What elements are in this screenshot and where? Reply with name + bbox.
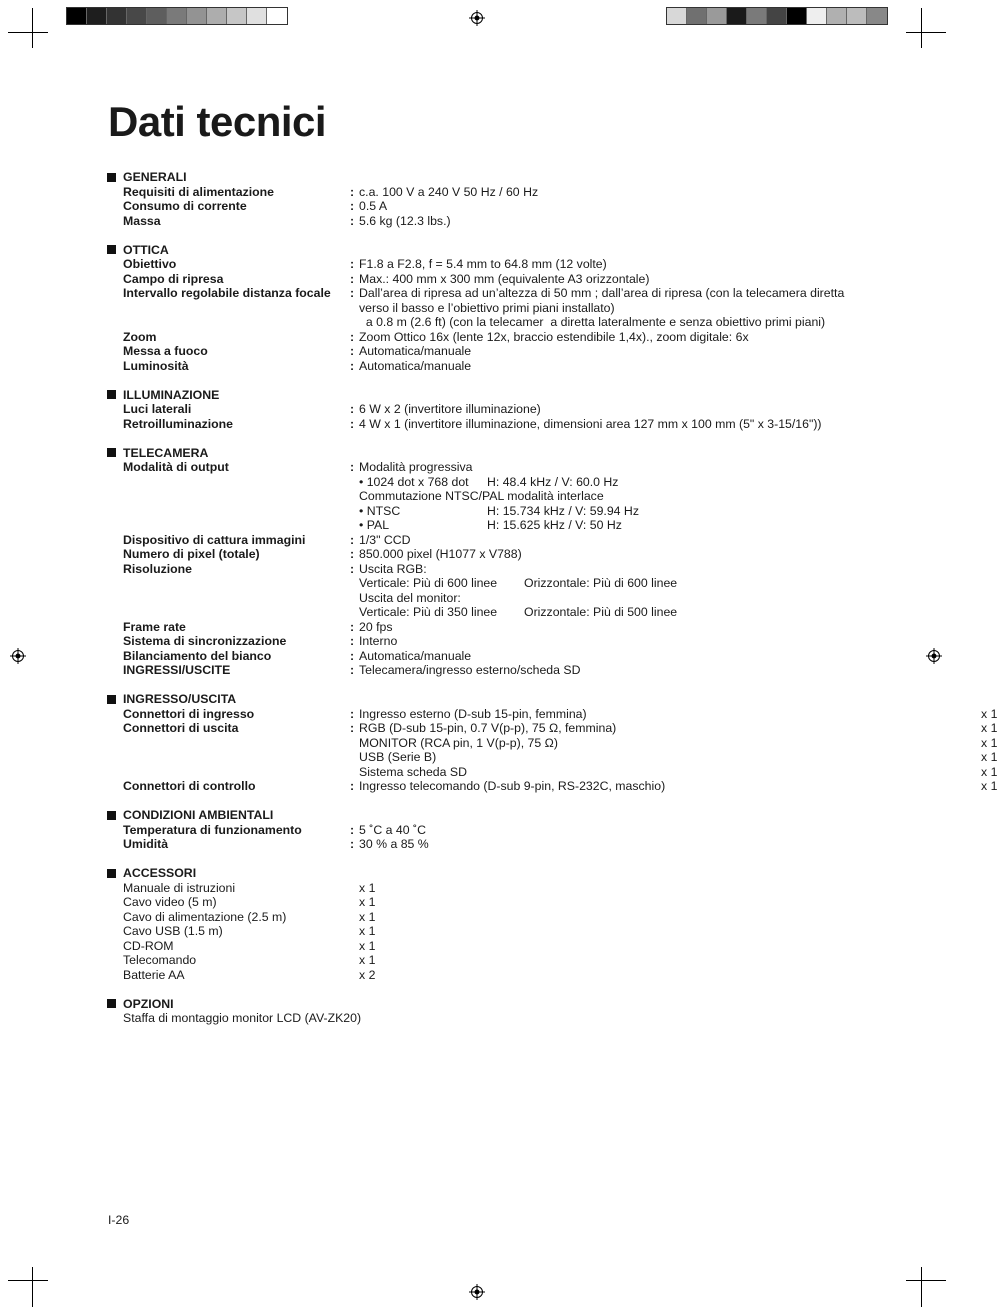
- section-accessori: [107, 866, 887, 982]
- section-heading: OTTICA: [107, 243, 887, 258]
- spec-row: Requisiti di alimentazione : c.a. 100 V a 240 V 50 Hz / 60 Hz: [123, 184, 539, 199]
- square-bullet-icon: [107, 811, 116, 820]
- section-opzioni: [107, 997, 887, 1026]
- crop-mark-tl-v: [32, 8, 33, 48]
- spec-row: Connettori di uscita : RGB (D-sub 15-pin, 0.7 V(p-p), 75 Ω, femmina) x 1 MONITOR (RCA pin, 1 V(p-p), 75 Ω) x 1 USB (Serie B) x 1 Sistema scheda SD x 1: [123, 721, 997, 779]
- registration-mark-top-icon: [469, 10, 485, 26]
- spec-row: Massa : 5.6 kg (12.3 lbs.): [123, 213, 451, 228]
- list-item: Manuale di istruzioni x 1: [123, 880, 376, 895]
- section-telecamera: [107, 446, 887, 678]
- square-bullet-icon: [107, 173, 116, 182]
- list-item: Cavo di alimentazione (2.5 m) x 1: [123, 909, 376, 924]
- square-bullet-icon: [107, 245, 116, 254]
- registration-mark-left-icon: [10, 648, 26, 664]
- list-item: Cavo USB (1.5 m) x 1: [123, 924, 376, 938]
- section-heading: CONDIZIONI AMBIENTALI: [107, 808, 887, 823]
- crop-mark-br-v: [921, 1267, 922, 1307]
- list-item: Staffa di montaggio monitor LCD (AV-ZK20): [123, 1011, 362, 1025]
- spec-row: Frame rate : 20 fps: [123, 619, 393, 634]
- square-bullet-icon: [107, 390, 116, 399]
- square-bullet-icon: [107, 869, 116, 878]
- section-heading: INGRESSO/USCITA: [107, 692, 887, 707]
- spec-row: Luci laterali : 6 W x 2 (invertitore illuminazione): [123, 402, 541, 416]
- spec-content: [107, 170, 997, 1040]
- grayscale-bar-left: [66, 7, 288, 25]
- spec-row: Dispositivo di cattura immagini : 1/3" CCD: [123, 532, 411, 547]
- crop-mark-tl-h: [8, 32, 48, 33]
- section-heading: ILLUMINAZIONE: [107, 388, 887, 403]
- section-condizioni-ambientali: [107, 808, 887, 852]
- spec-row: Sistema di sincronizzazione : Interno: [123, 634, 398, 648]
- grayscale-bar-right: [666, 7, 888, 25]
- list-item: Batterie AA x 2: [123, 967, 376, 982]
- registration-mark-right-icon: [926, 648, 942, 664]
- square-bullet-icon: [107, 695, 116, 704]
- spec-row: Risoluzione : Uscita RGB: Verticale: Più di 600 linee Orizzontale: Più di 600 linee Uscita del monitor: Verticale: Più di 350 linee Orizzontale: Più di 500 linee: [123, 561, 678, 619]
- spec-row: Temperatura di funzionamento : 5 ˚C a 40 ˚C: [123, 822, 426, 837]
- list-item: Telecomando x 1: [123, 953, 376, 967]
- spec-row: Connettori di controllo : Ingresso telecomando (D-sub 9-pin, RS-232C, maschio) x 1: [123, 779, 997, 793]
- spec-row: Luminosità : Automatica/manuale: [123, 358, 472, 373]
- spec-row: Numero di pixel (totale) : 850.000 pixel (H1077 x V788): [123, 547, 522, 561]
- list-item: CD-ROM x 1: [123, 938, 376, 953]
- section-illuminazione: [107, 388, 887, 432]
- section-heading: TELECAMERA: [107, 446, 887, 461]
- spec-row: Obiettivo : F1.8 a F2.8, f = 5.4 mm to 64.8 mm (12 volte): [123, 257, 607, 271]
- crop-mark-tr-h: [906, 32, 946, 33]
- list-item: Cavo video (5 m) x 1: [123, 895, 376, 909]
- crop-mark-bl-v: [32, 1267, 33, 1307]
- square-bullet-icon: [107, 448, 116, 457]
- page-number: I-26: [108, 1213, 130, 1227]
- section-ottica: [107, 243, 887, 374]
- spec-row: Messa a fuoco : Automatica/manuale: [123, 344, 472, 358]
- spec-row: Umidità : 30 % a 85 %: [123, 837, 429, 851]
- section-generali: [107, 170, 887, 228]
- spec-row: Bilanciamento del bianco : Automatica/manuale: [123, 648, 472, 663]
- spec-row: Modalità di output : Modalità progressiva • 1024 dot x 768 dot H: 48.4 kHz / V: 60.0 Hz Commutazione NTSC/PAL modalità interlace • NTSC H: 15.734 kHz / V: 59.94 Hz • PAL H: 15.625 kHz / V: 50 Hz: [123, 460, 639, 532]
- registration-mark-bottom-icon: [469, 1284, 485, 1300]
- spec-row: INGRESSI/USCITE : Telecamera/ingresso esterno/scheda SD: [123, 663, 581, 677]
- section-heading: ACCESSORI: [107, 866, 887, 881]
- section-heading: GENERALI: [107, 170, 887, 185]
- page-title: Dati tecnici: [108, 98, 327, 145]
- section-heading: OPZIONI: [107, 997, 887, 1012]
- crop-mark-tr-v: [921, 8, 922, 48]
- spec-row: Retroilluminazione : 4 W x 1 (invertitore illuminazione, dimensioni area 127 mm x 100 mm (5" x 3-15/16")): [123, 416, 822, 431]
- crop-mark-bl-h: [8, 1280, 48, 1281]
- crop-mark-br-h: [906, 1280, 946, 1281]
- spec-row: Campo di ripresa : Max.: 400 mm x 300 mm (equivalente A3 orizzontale): [123, 271, 650, 286]
- spec-row: Zoom : Zoom Ottico 16x (lente 12x, braccio estendibile 1,4x)., zoom digitale: 6x: [123, 329, 749, 344]
- spec-row: Intervallo regolabile distanza focale : Dall’area di ripresa ad un’altezza di 50 mm ; dall’area di ripresa (con la telecamera diretta verso il basso e l’obiettivo primi piani installato) a 0.8 m (2.6 ft) (con la telecamer a diretta lateralmente e senza obiettivo primi piani): [123, 286, 845, 329]
- spec-row: Consumo di corrente : 0.5 A: [123, 199, 388, 213]
- section-ingresso-uscita: [107, 692, 997, 794]
- spec-row: Connettori di ingresso : Ingresso esterno (D-sub 15-pin, femmina) x 1: [123, 706, 997, 721]
- square-bullet-icon: [107, 999, 116, 1008]
